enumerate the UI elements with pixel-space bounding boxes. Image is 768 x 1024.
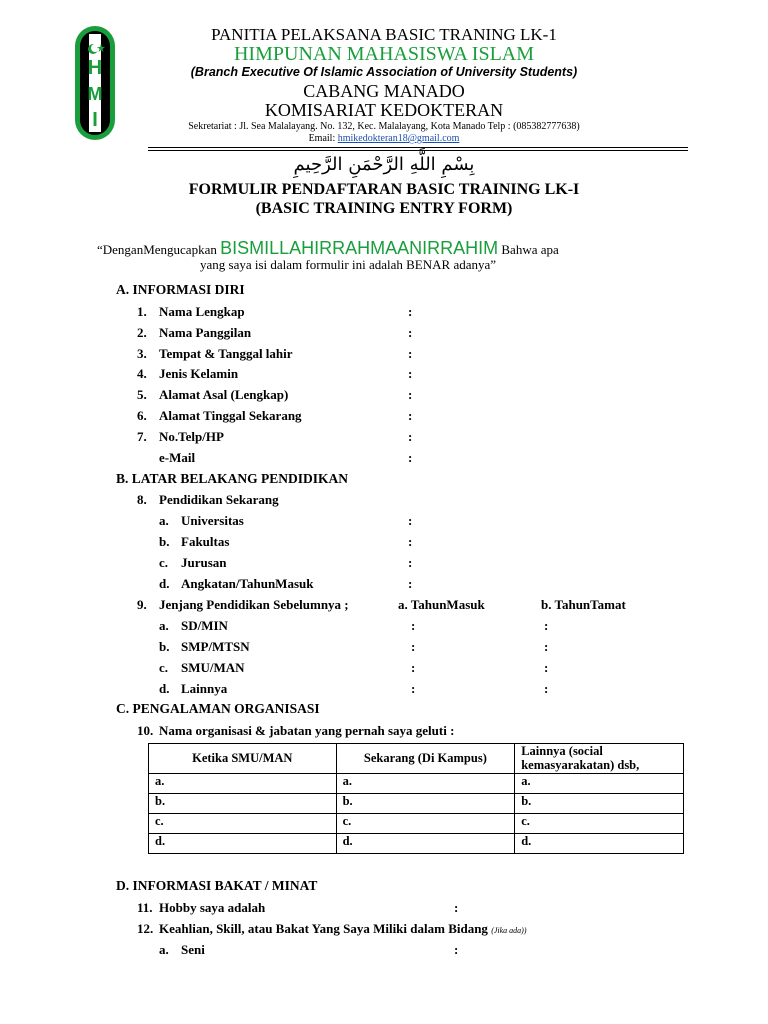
current-edu-colon: : [408, 513, 413, 528]
table-cell[interactable]: d. [336, 834, 515, 854]
item-10-number: 10. [137, 723, 154, 738]
header-organization: HIMPUNAN MAHASISWA ISLAM [233, 43, 535, 65]
previous-edu-letter: d. [159, 681, 170, 696]
previous-edu-label: SMP/MTSN [181, 639, 250, 654]
item-10-label: Nama organisasi & jabatan yang pernah saya geluti : [159, 723, 455, 738]
header-rule-thin [148, 150, 688, 151]
personal-item-label: No.Telp/HP [159, 428, 224, 444]
table-header-lainnya: Lainnya (social kemasyarakatan) dsb, [515, 744, 684, 774]
item-12a-label: Seni [181, 942, 205, 957]
header-commissariat: KOMISARIAT KEDOKTERAN [264, 100, 504, 120]
table-cell[interactable]: a. [149, 774, 337, 794]
table-row [149, 794, 684, 814]
logo-letter-m: M [87, 84, 103, 104]
previous-edu-colon-out: : [544, 681, 549, 696]
item-9-label: Jenjang Pendidikan Sebelumnya ; [159, 597, 349, 612]
col-year-out: b. TahunTamat [541, 597, 626, 612]
basmala-calligraphy: بِسْمِ اللَّهِ الرَّحْمَنِ الرَّحِيمِ [293, 154, 475, 175]
item-12-number: 12. [137, 921, 154, 936]
current-edu-label: Angkatan/TahunMasuk [181, 576, 314, 591]
header-english-name: (Branch Executive Of Islamic Association of University Students) [190, 65, 578, 79]
previous-edu-colon-in: : [411, 639, 416, 654]
email-link[interactable]: hmikedokteran18@gmail.com [337, 133, 460, 144]
personal-item-colon: : [408, 449, 413, 465]
personal-item-label: Nama Panggilan [159, 324, 252, 340]
current-edu-letter: b. [159, 534, 170, 549]
personal-item-colon: : [408, 428, 413, 444]
table-cell[interactable]: d. [515, 834, 684, 854]
personal-item-colon: : [408, 304, 413, 319]
table-cell[interactable]: b. [336, 794, 515, 814]
table-header-smu: Ketika SMU/MAN [149, 744, 337, 774]
table-cell[interactable]: b. [515, 794, 684, 814]
table-header-kampus: Sekarang (Di Kampus) [336, 744, 515, 774]
previous-edu-label: Lainnya [181, 681, 228, 696]
personal-item-number: 4. [137, 366, 147, 382]
previous-edu-letter: c. [159, 660, 169, 675]
header-committee: PANITIA PELAKSANA BASIC TRANING LK-1 [211, 25, 557, 44]
personal-item-number: 2. [137, 324, 147, 340]
personal-item-label: e-Mail [159, 449, 196, 465]
personal-item-colon: : [408, 366, 413, 382]
table-cell[interactable]: c. [336, 814, 515, 834]
current-edu-label: Universitas [181, 513, 244, 528]
table-row [149, 814, 684, 834]
section-b-heading: B. LATAR BELAKANG PENDIDIKAN [116, 471, 349, 486]
previous-edu-colon-in: : [411, 681, 416, 696]
personal-item-number: 5. [137, 387, 147, 403]
item-12-text: Keahlian, Skill, atau Bakat Yang Saya Miliki dalam Bidang [159, 921, 492, 936]
section-a-heading: A. INFORMASI DIRI [116, 282, 245, 297]
current-edu-letter: d. [159, 576, 170, 591]
current-edu-label: Jurusan [181, 555, 227, 570]
previous-edu-label: SMU/MAN [181, 660, 245, 675]
section-c-heading: C. PENGALAMAN ORGANISASI [116, 701, 320, 716]
personal-item-number: 6. [137, 408, 147, 423]
header-branch: CABANG MANADO [303, 81, 465, 101]
previous-edu-colon-in: : [411, 618, 416, 633]
previous-edu-colon-out: : [544, 618, 549, 633]
item-12-note: (Jika ada)) [491, 926, 527, 935]
table-cell[interactable]: a. [336, 774, 515, 794]
previous-edu-colon-out: : [544, 639, 549, 654]
personal-item-label: Alamat Tinggal Sekarang [159, 408, 302, 423]
current-edu-colon: : [408, 534, 413, 549]
form-title: FORMULIR PENDAFTARAN BASIC TRAINING LK-I [188, 181, 580, 198]
personal-item-colon: : [408, 345, 413, 361]
previous-edu-colon-in: : [411, 660, 416, 675]
table-row [149, 774, 684, 794]
header-email-line [0, 134, 768, 144]
table-cell[interactable]: b. [149, 794, 337, 814]
item-12-label [159, 921, 527, 937]
item-8-label: Pendidikan Sekarang [159, 492, 279, 507]
personal-item-colon: : [408, 408, 413, 423]
intro-statement-line2: yang saya isi dalam formulir ini adalah BENAR adanya” [200, 257, 497, 272]
personal-item-label: Jenis Kelamin [159, 366, 239, 382]
personal-item-label: Nama Lengkap [159, 304, 245, 319]
personal-item-number: 1. [137, 304, 147, 319]
personal-item-label: Alamat Asal (Lengkap) [159, 387, 289, 403]
intro-post: Bahwa apa [498, 242, 559, 257]
table-cell[interactable]: a. [515, 774, 684, 794]
current-edu-letter: c. [159, 555, 169, 570]
item-12a-colon: : [454, 942, 459, 957]
personal-item-number: 7. [137, 428, 147, 444]
table-cell[interactable]: c. [149, 814, 337, 834]
table-row [149, 834, 684, 854]
item-11-colon: : [454, 900, 459, 915]
personal-item-number: 3. [137, 345, 147, 361]
table-header-row [149, 744, 684, 774]
personal-item-colon: : [408, 324, 413, 340]
current-edu-colon: : [408, 555, 413, 570]
previous-edu-colon-out: : [544, 660, 549, 675]
form-subtitle: (BASIC TRAINING ENTRY FORM) [255, 200, 513, 217]
current-edu-letter: a. [159, 513, 169, 528]
table-cell[interactable]: c. [515, 814, 684, 834]
item-8-number: 8. [137, 492, 147, 507]
item-11-label: Hobby saya adalah [159, 900, 266, 915]
previous-edu-letter: a. [159, 618, 169, 633]
logo-letter-h: H [87, 57, 103, 79]
col-year-in: a. TahunMasuk [398, 597, 485, 612]
item-12a-letter: a. [159, 942, 169, 957]
table-cell[interactable]: d. [149, 834, 337, 854]
previous-edu-label: SD/MIN [181, 618, 228, 633]
current-edu-label: Fakultas [181, 534, 230, 549]
personal-item-colon: : [408, 387, 413, 403]
logo-letter-i: I [92, 109, 98, 131]
item-9-number: 9. [137, 597, 147, 612]
header-rule [148, 147, 688, 148]
organization-table [148, 743, 684, 854]
previous-edu-letter: b. [159, 639, 170, 654]
email-label: Email: [308, 133, 338, 144]
header-address: Sekretariat : Jl. Sea Malalayang. No. 132, Kec. Malalayang, Kota Manado Telp : (085382777638) [188, 121, 580, 132]
current-edu-colon: : [408, 576, 413, 591]
item-11-number: 11. [137, 900, 153, 915]
intro-highlight: BISMILLAHIRRAHMAANIRRAHIM [220, 238, 499, 258]
section-d-heading: D. INFORMASI BAKAT / MINAT [116, 878, 318, 893]
intro-pre: “DenganMengucapkan [97, 242, 221, 257]
personal-item-label: Tempat & Tanggal lahir [159, 345, 293, 361]
intro-statement [97, 238, 559, 259]
